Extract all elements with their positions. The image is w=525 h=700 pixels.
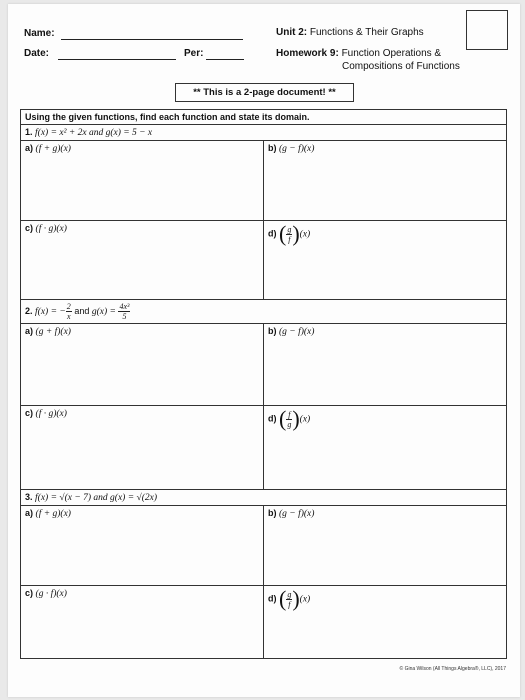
part-expression: (g − f)(x): [279, 509, 315, 519]
homework-number: Homework 9:: [276, 48, 339, 59]
per-line: [206, 59, 244, 60]
part-expression: (f + g)(x): [35, 144, 71, 154]
part-expression: (g − f)(x): [279, 144, 315, 154]
part-label: b): [268, 143, 277, 153]
part-label: d): [268, 413, 277, 424]
part-label: d): [268, 228, 277, 239]
problem-1-functions: f(x) = x² + 2x and g(x) = 5 − x: [35, 128, 153, 138]
part-label: c): [25, 588, 34, 598]
part-expression: (g · f)(x): [35, 589, 67, 599]
f-fraction: $\frac{2}{x}$: [66, 302, 71, 321]
quotient-fraction: $\frac{g}{f}$: [287, 589, 292, 609]
part-expression: (g − f)(x): [279, 327, 315, 337]
part-expression: (g + f)(x): [35, 327, 71, 337]
quotient-fraction: $\frac{g}{f}$: [287, 224, 292, 244]
g-fraction: $\frac{\text{4x³}}{5}$: [119, 302, 130, 321]
part-label: a): [25, 143, 34, 153]
problem-1-given: [21, 125, 507, 141]
part-expression: (x): [299, 594, 311, 605]
unit-title: [276, 27, 424, 38]
problem-3-given: [21, 490, 507, 506]
answer-cell-3c[interactable]: [21, 586, 264, 659]
quotient-fraction: $\frac{f}{g}$: [287, 409, 292, 429]
answer-cell-1b[interactable]: [264, 141, 507, 221]
homework-name-line2: Compositions of Functions: [342, 61, 460, 72]
date-line: [58, 59, 176, 60]
part-expression: (f · g)(x): [35, 224, 67, 234]
worksheet-page: [8, 4, 520, 697]
answer-cell-2b[interactable]: [264, 324, 507, 406]
answer-cell-2a[interactable]: [21, 324, 264, 406]
name-label: Name:: [24, 28, 55, 39]
answer-cell-3d[interactable]: d) ( $\frac{g}{f}$ )(x): [264, 586, 507, 659]
problem-number: 2.: [25, 305, 33, 316]
homework-name: Function Operations &: [341, 48, 442, 59]
unit-number: Unit 2:: [276, 27, 308, 38]
part-expression: (x): [299, 229, 311, 240]
problem-table: [20, 109, 507, 659]
per-label: Per:: [184, 48, 204, 59]
part-label: a): [25, 326, 34, 336]
problem-number: 3.: [25, 492, 33, 502]
part-expression: (f · g)(x): [35, 409, 67, 419]
name-line: [61, 39, 243, 40]
problem-2-given: [21, 300, 507, 324]
date-label: Date:: [24, 48, 50, 59]
part-expression: (x): [299, 414, 311, 425]
part-label: d): [268, 593, 277, 604]
instructions: Using the given functions, find each function and state its domain.: [21, 110, 507, 125]
two-page-notice: ** This is a 2-page document! **: [175, 83, 354, 102]
problem-number: 1.: [25, 127, 33, 137]
homework-title: [276, 48, 441, 59]
answer-cell-3a[interactable]: [21, 506, 264, 586]
part-label: b): [268, 326, 277, 336]
answer-cell-2d[interactable]: d) ( $\frac{f}{g}$ )(x): [264, 406, 507, 490]
answer-cell-3b[interactable]: [264, 506, 507, 586]
problem-2-g: g(x) =: [91, 306, 116, 317]
part-label: c): [25, 223, 34, 233]
part-label: a): [25, 508, 34, 518]
answer-cell-1d[interactable]: d) ( $\frac{g}{f}$ )(x): [264, 221, 507, 300]
unit-name: Functions & Their Graphs: [309, 27, 424, 38]
problem-3-functions: f(x) = √(x − 7) and g(x) = √(2x): [35, 493, 158, 503]
part-label: b): [268, 508, 277, 518]
answer-cell-1a[interactable]: [21, 141, 264, 221]
problem-2-f: f(x) = −: [35, 306, 66, 317]
part-expression: (f + g)(x): [35, 509, 71, 519]
answer-cell-2c[interactable]: [21, 406, 264, 490]
and-word: and: [74, 305, 90, 316]
score-box: [466, 10, 508, 50]
answer-cell-1c[interactable]: [21, 221, 264, 300]
part-label: c): [25, 408, 34, 418]
copyright-notice: © Gina Wilson (All Things Algebra®, LLC), 2017: [399, 666, 506, 672]
